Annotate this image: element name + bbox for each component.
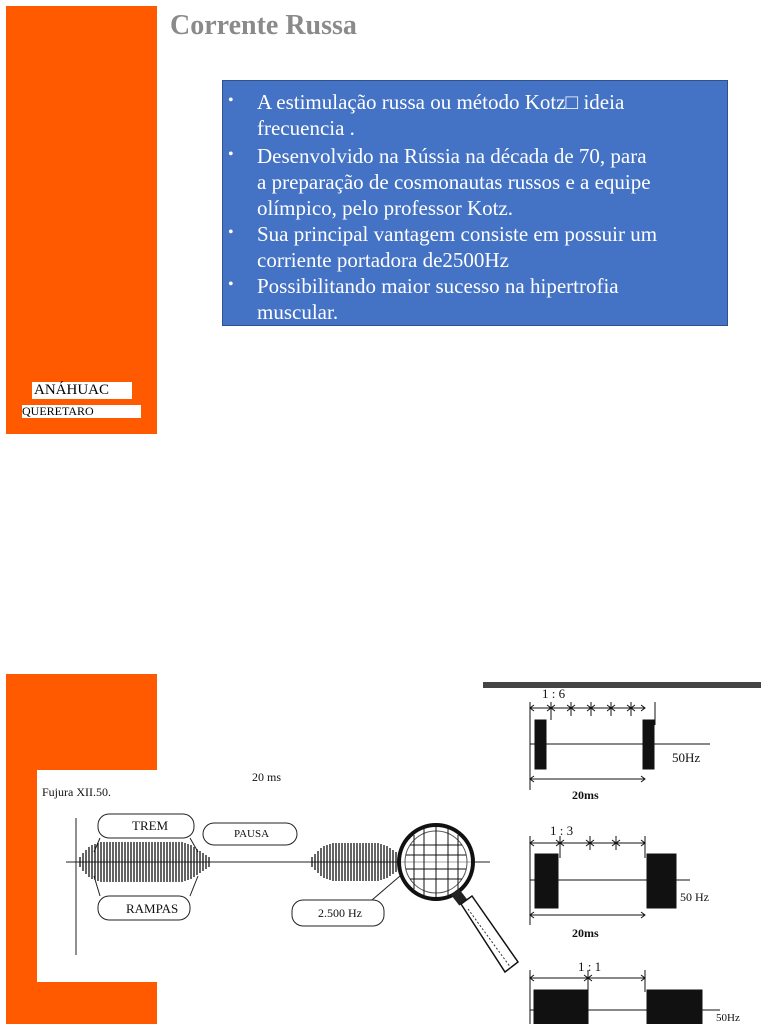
burst-2 <box>312 843 396 881</box>
bullet-3-line-2: corriente portadora de2500Hz <box>257 248 509 272</box>
bullet-2-line-1: Desenvolvido na Rússia na década de 70, para <box>257 144 647 168</box>
period-1-3-label: 20ms <box>572 926 599 940</box>
bullet-2-line-3: olímpico, pelo professor Kotz. <box>257 196 514 220</box>
trem-label: TREM <box>132 818 169 833</box>
freq-label: 2.500 Hz <box>318 906 362 920</box>
waveform-1-3 <box>530 836 690 925</box>
magnifier-icon <box>399 825 518 972</box>
bullet-1-line-1: A estimulação russa ou método Kotz□ ideia <box>257 90 625 114</box>
ratio-1-3-label: 1 : 3 <box>550 823 574 838</box>
figure-caption: Fujura XII.50. <box>42 785 111 799</box>
logo-anahuac: ANÁHUAC <box>32 382 132 399</box>
bullet-1-line-2: frecuencia . <box>257 116 355 140</box>
rampas-label: RAMPAS <box>126 901 179 916</box>
bullet-dot: • <box>228 92 234 109</box>
waveform-1-6 <box>530 702 710 790</box>
pausa-label: PAUSA <box>234 828 270 840</box>
waveform-1-1 <box>530 970 720 1024</box>
freq-1-6-label: 50Hz <box>672 750 701 765</box>
freq-1-3-label: 50 Hz <box>680 890 709 904</box>
bullet-3-line-1: Sua principal vantagem consiste em possuir um <box>257 222 658 246</box>
time-label: 20 ms <box>252 770 282 784</box>
ratio-1-6-label: 1 : 6 <box>542 686 566 701</box>
logo-queretaro: QUERETARO <box>22 405 141 418</box>
bullet-4-line-1: Possibilitando maior sucesso na hipertrofia <box>257 274 619 298</box>
bullet-dot: • <box>228 146 234 163</box>
bullet-dot: • <box>228 224 234 241</box>
period-1-6-label: 20ms <box>572 788 599 802</box>
bullet-4-line-2: muscular. <box>257 300 339 324</box>
freq-1-1-label: 50Hz <box>716 1012 740 1024</box>
slide-title: Corrente Russa <box>170 10 357 41</box>
bullet-2-line-2: a preparação de cosmonautas russos e a equipe <box>257 170 651 194</box>
ratio-1-1-label: 1 : 1 <box>578 959 602 974</box>
bullet-dot: • <box>228 276 234 293</box>
